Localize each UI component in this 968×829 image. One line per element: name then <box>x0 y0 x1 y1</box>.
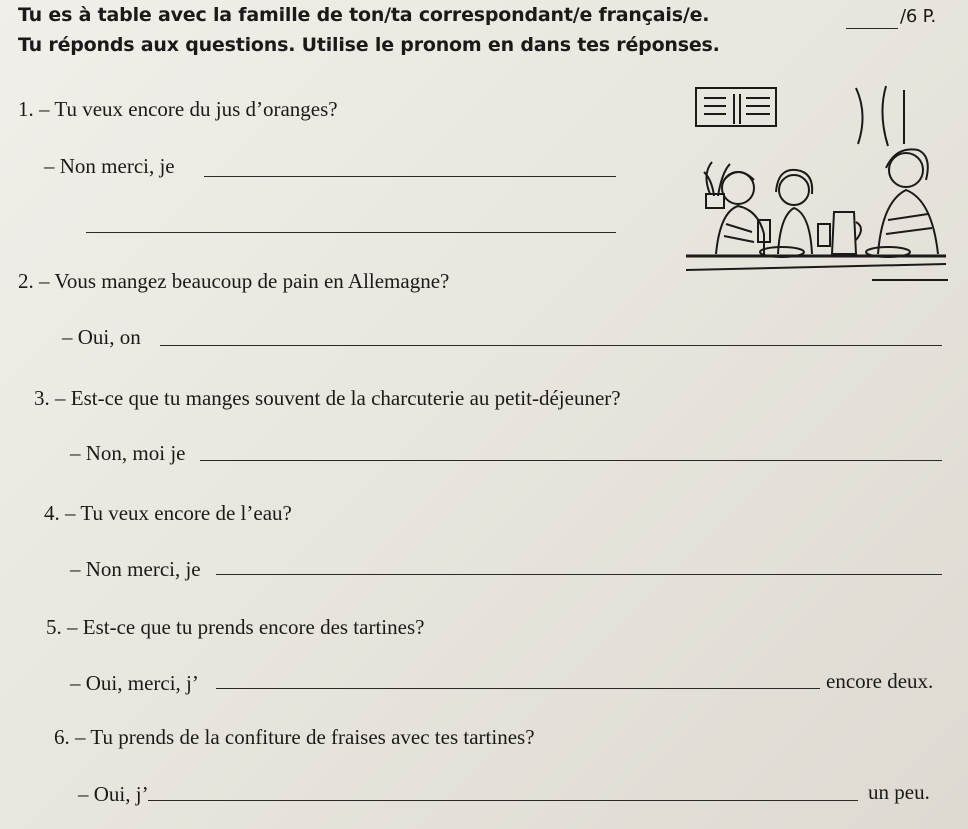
question-2: 2. – Vous mangez beaucoup de pain en Allemagne? <box>18 269 450 293</box>
answer-5-blank[interactable] <box>216 688 820 689</box>
answer-1-prompt: – Non merci, je <box>44 154 175 178</box>
instruction-line-1: Tu es à table avec la famille de ton/ta correspondant/e français/e. <box>18 4 710 26</box>
answer-1-blank[interactable] <box>204 176 616 177</box>
answer-6-prompt: – Oui, j’ <box>78 782 149 806</box>
answer-2-blank[interactable] <box>160 345 942 346</box>
question-6: 6. – Tu prends de la confiture de fraises avec tes tartines? <box>54 725 535 749</box>
score-label: /6 P. <box>900 6 937 27</box>
answer-6-suffix: un peu. <box>868 780 930 804</box>
answer-5-suffix: encore deux. <box>826 669 934 693</box>
question-4: 4. – Tu veux encore de l’eau? <box>44 501 292 525</box>
question-1: 1. – Tu veux encore du jus d’oranges? <box>18 97 338 121</box>
instruction-line-2: Tu réponds aux questions. Utilise le pronom en dans tes réponses. <box>18 34 720 56</box>
question-5: 5. – Est-ce que tu prends encore des tartines? <box>46 615 425 639</box>
family-dinner-table-illustration <box>682 84 950 294</box>
answer-4-blank[interactable] <box>216 574 942 575</box>
answer-3-prompt: – Non, moi je <box>70 441 186 465</box>
answer-1-blank-2[interactable] <box>86 232 616 233</box>
answer-6-blank[interactable] <box>148 800 858 801</box>
answer-5-prompt: – Oui, merci, j’ <box>70 671 199 695</box>
score-blank[interactable] <box>846 28 898 29</box>
question-3: 3. – Est-ce que tu manges souvent de la charcuterie au petit-déjeuner? <box>34 386 621 410</box>
answer-3-blank[interactable] <box>200 460 942 461</box>
answer-4-prompt: – Non merci, je <box>70 557 201 581</box>
answer-2-prompt: – Oui, on <box>62 325 141 349</box>
